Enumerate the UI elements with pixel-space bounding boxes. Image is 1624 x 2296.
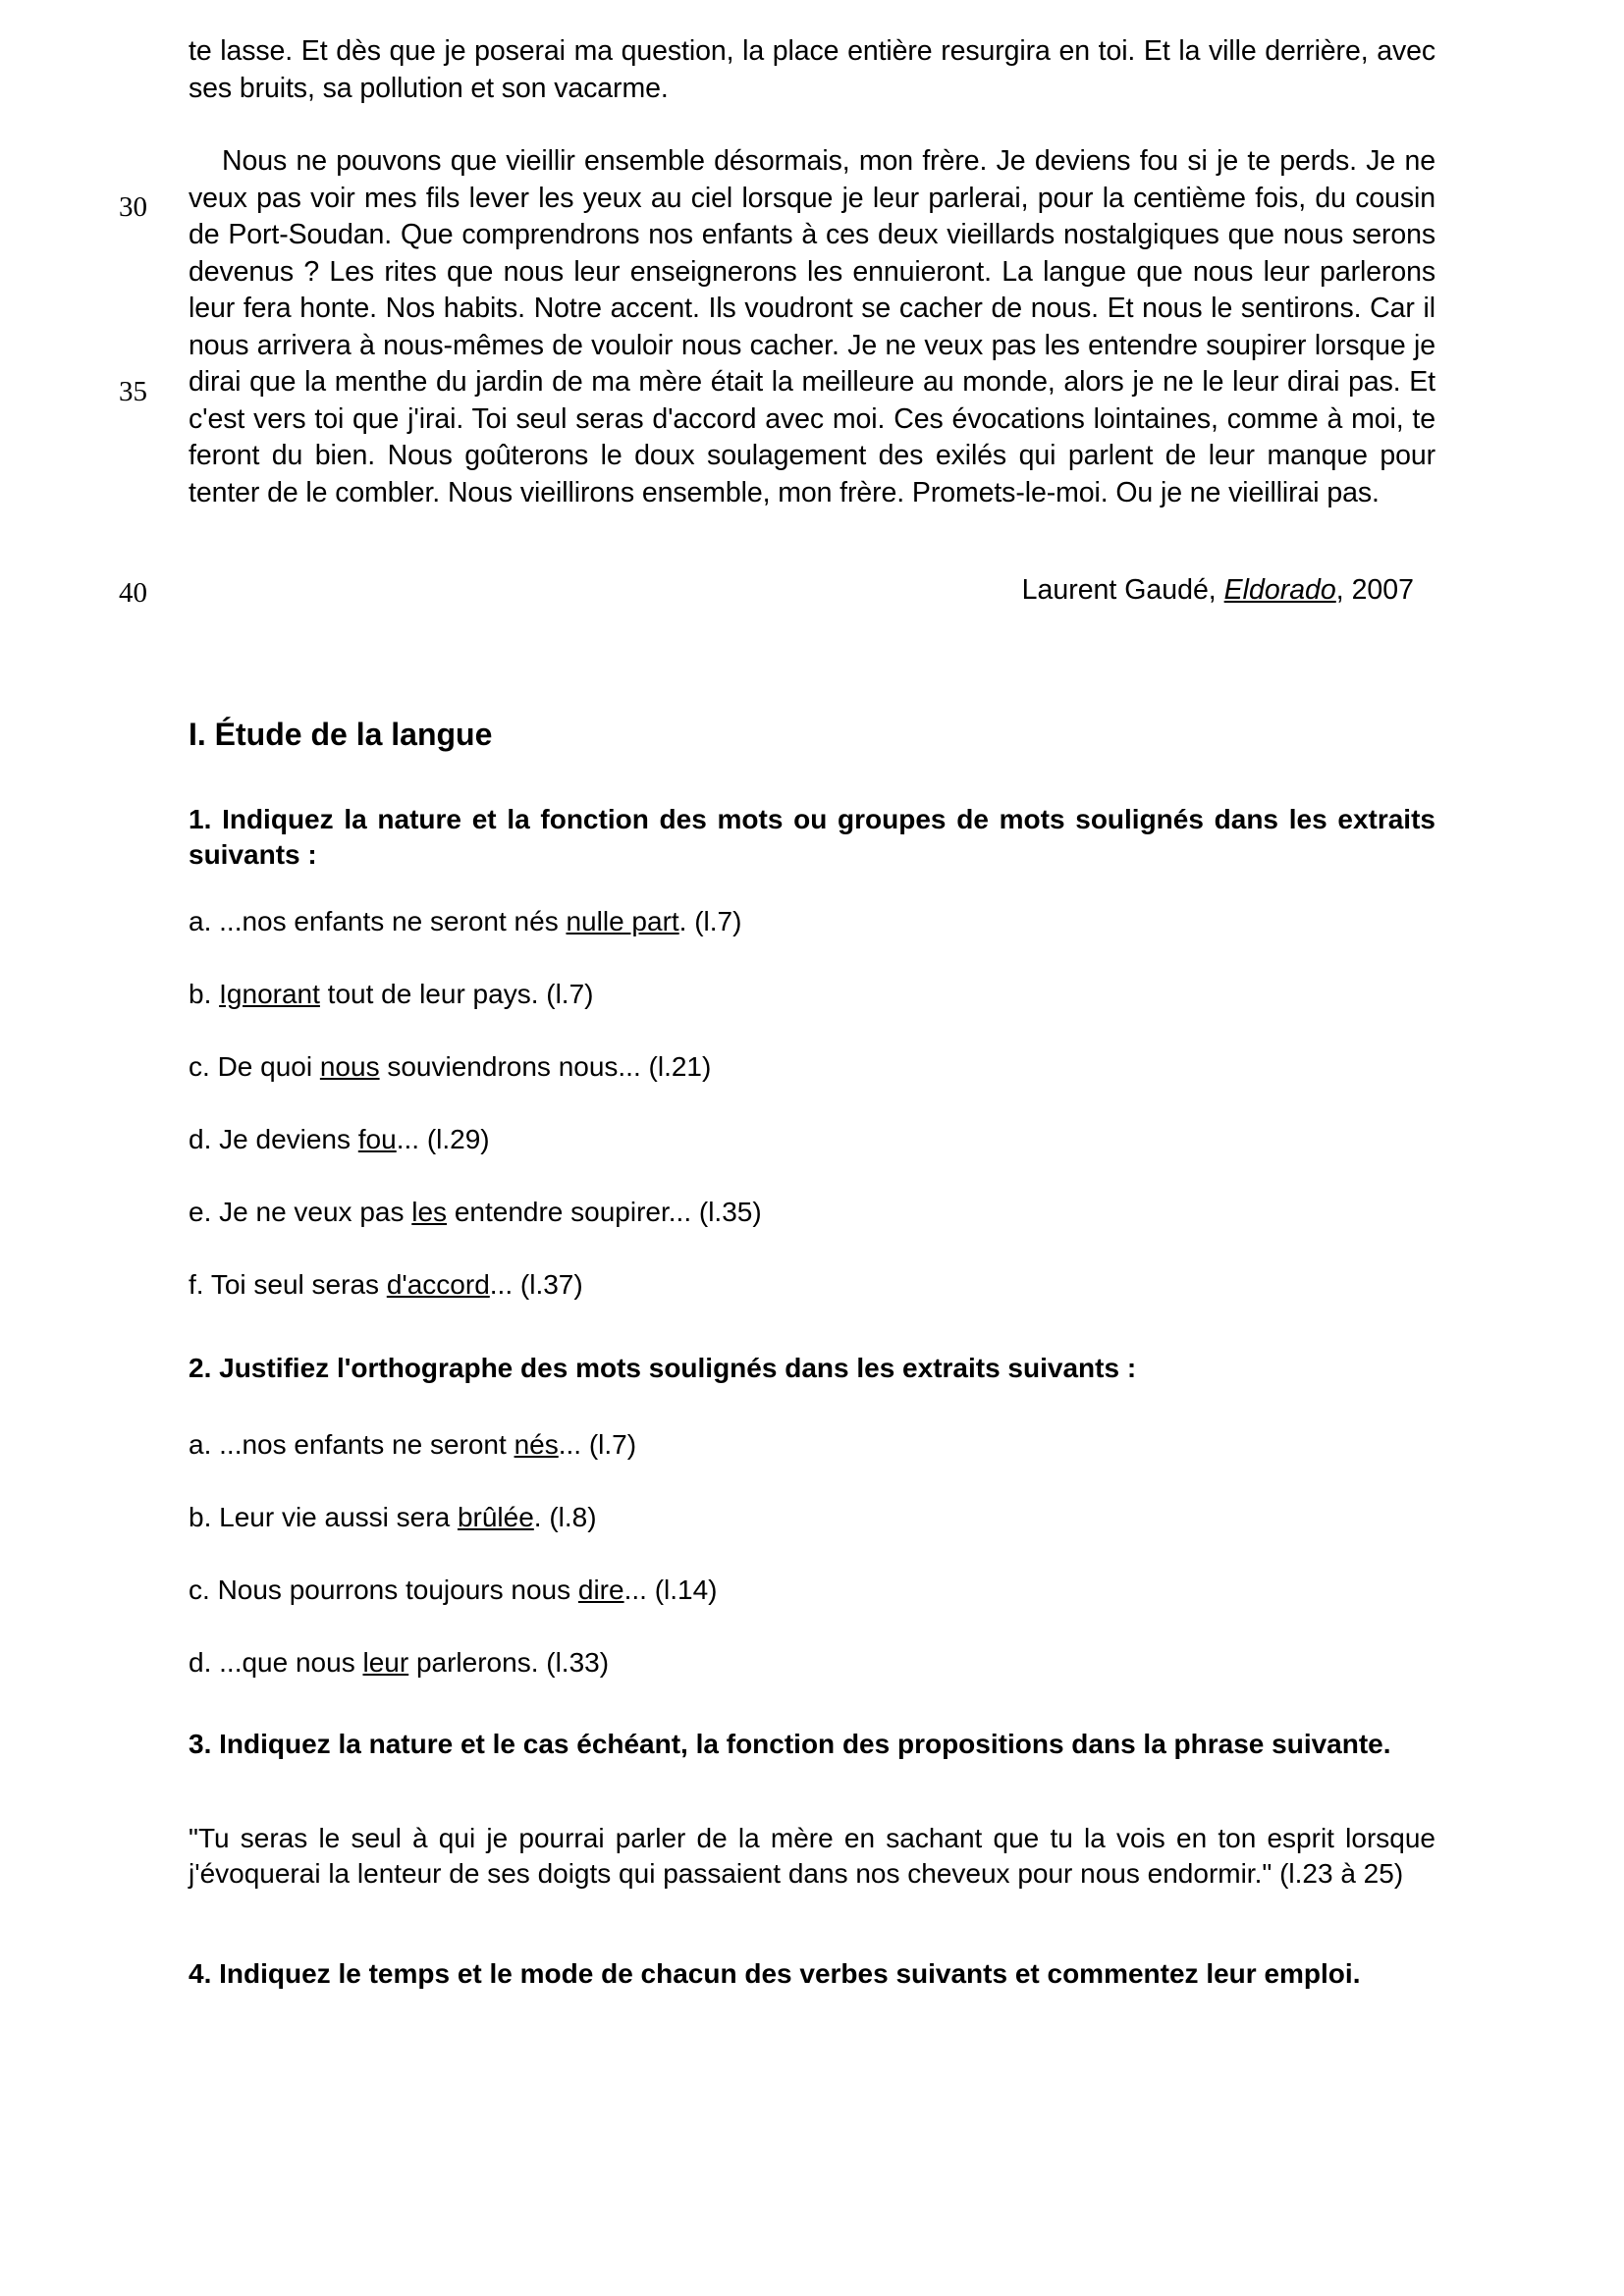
item-post: ... (l.29) xyxy=(396,1124,490,1154)
question-4-heading xyxy=(189,1956,1435,1992)
item-pre: ...que nous xyxy=(219,1647,363,1678)
excerpt-paragraph-2-text: Nous ne pouvons que vieillir ensemble désormais, mon frère. Je deviens fou si je te perds. Je ne veux pas voir mes fils lever les yeux au ciel lorsque je leur parlerai, pour la centième fois, du cousin de Port-Soudan. Que comprendrons nos enfants à ces deux vieillards nostalgiques que nous serons devenus ? Les rites que nous leur enseignerons les ennuieront. La langue que nous leur parlerons leur fera honte. Nos habits. Notre accent. Ils voudront se cacher de nous. Et nous le sentirons. Car il nous arrivera à nous-mêmes de vouloir nous cacher. Je ne veux pas les entendre soupirer lorsque je dirai que la menthe du jardin de ma mère était la meilleure au monde, alors je ne le leur dirai pas. Et c'est vers toi que j'irai. Toi seul seras d'accord avec moi. Ces évocations lointaines, comme à moi, te feront du bien. Nous goûterons le doux soulagement des exilés qui parlent de leur manque pour tenter de le combler. Nous vieillirons ensemble, mon frère. Promets-le-moi. Ou je ne vieillirai pas. xyxy=(189,145,1435,508)
item-pre: ...nos enfants ne seront xyxy=(219,1429,514,1460)
item-label: e. xyxy=(189,1197,220,1227)
question-1-item-f xyxy=(189,1267,1435,1303)
item-post: tout de leur pays. (l.7) xyxy=(319,979,594,1009)
item-text xyxy=(189,1049,1435,1085)
item-text xyxy=(189,1645,1435,1681)
question-4-heading-text: 4. Indiquez le temps et le mode de chacun des verbes suivants et commentez leur emploi. xyxy=(189,1958,1361,1989)
item-text xyxy=(189,1500,1435,1535)
item-pre: ...nos enfants ne seront nés xyxy=(219,906,567,936)
excerpt-paragraph-1-text: te lasse. Et dès que je poserai ma question, la place entière resurgira en toi. Et la ville derrière, avec ses bruits, sa pollution et son vacarme. xyxy=(189,35,1435,104)
excerpt-paragraph-1 xyxy=(189,33,1435,107)
item-underlined: Ignorant xyxy=(219,979,320,1009)
item-pre: Toi seul seras xyxy=(210,1269,387,1300)
question-1-item-a xyxy=(189,904,1435,939)
item-pre: Leur vie aussi sera xyxy=(219,1502,458,1532)
question-1-heading-text: 1. Indiquez la nature et la fonction des mots ou groupes de mots soulignés dans les extraits suivants : xyxy=(189,804,1435,870)
question-1-heading xyxy=(189,802,1435,873)
item-label: b. xyxy=(189,1502,220,1532)
item-post: ... (l.7) xyxy=(558,1429,637,1460)
item-label: d. xyxy=(189,1647,220,1678)
question-3-heading-text: 3. Indiquez la nature et le cas échéant, la fonction des propositions dans la phrase suivante. xyxy=(189,1729,1391,1759)
item-post: . (l.7) xyxy=(678,906,742,936)
question-1-item-d xyxy=(189,1122,1435,1157)
question-1-item-b xyxy=(189,977,1435,1012)
line-number-35: 35 xyxy=(119,376,147,407)
item-pre: Nous pourrons toujours nous xyxy=(217,1575,578,1605)
item-underlined: dire xyxy=(577,1575,624,1605)
section-heading xyxy=(189,715,1435,754)
item-label: f. xyxy=(189,1269,211,1300)
item-underlined: nés xyxy=(514,1429,559,1460)
item-underlined: fou xyxy=(357,1124,397,1154)
line-number-40: 40 xyxy=(119,577,147,609)
question-2-heading xyxy=(189,1351,1435,1386)
excerpt-paragraph-2 xyxy=(189,143,1435,511)
item-text xyxy=(189,1267,1435,1303)
item-post: ... (l.14) xyxy=(623,1575,718,1605)
excerpt-attribution xyxy=(189,572,1435,610)
item-label: b. xyxy=(189,979,220,1009)
item-label: d. xyxy=(189,1124,220,1154)
item-post: souviendrons nous... (l.21) xyxy=(379,1051,712,1082)
item-label: a. xyxy=(189,1429,220,1460)
item-text xyxy=(189,904,1435,939)
item-text xyxy=(189,1195,1435,1230)
line-number-30: 30 xyxy=(119,191,147,223)
question-2-item-d xyxy=(189,1645,1435,1681)
question-2-item-a xyxy=(189,1427,1435,1463)
question-3-quote-text: "Tu seras le seul à qui je pourrai parler de la mère en sachant que tu la vois en ton esprit lorsque j'évoquerai la lenteur de ses doigts qui passaient dans nos cheveux pour nous endormir." (l.23 à 25) xyxy=(189,1823,1435,1889)
item-underlined: nulle part xyxy=(566,906,679,936)
section-title-text: I. Étude de la langue xyxy=(189,717,493,752)
item-label: c. xyxy=(189,1051,218,1082)
item-text xyxy=(189,1122,1435,1157)
item-post: entendre soupirer... (l.35) xyxy=(447,1197,762,1227)
question-2-item-c xyxy=(189,1573,1435,1608)
item-post: parlerons. (l.33) xyxy=(408,1647,610,1678)
item-underlined: brûlée xyxy=(457,1502,534,1532)
question-1-item-e xyxy=(189,1195,1435,1230)
attribution-year: , 2007 xyxy=(1335,574,1414,606)
item-text xyxy=(189,977,1435,1012)
question-1-item-c xyxy=(189,1049,1435,1085)
item-underlined: nous xyxy=(319,1051,380,1082)
question-2-item-b xyxy=(189,1500,1435,1535)
item-text xyxy=(189,1573,1435,1608)
item-post: ... (l.37) xyxy=(489,1269,583,1300)
attribution-work-title: Eldorado xyxy=(1223,574,1336,606)
item-label: c. xyxy=(189,1575,218,1605)
attribution-author: Laurent Gaudé, xyxy=(1021,574,1224,606)
item-pre: Je ne veux pas xyxy=(219,1197,412,1227)
item-label: a. xyxy=(189,906,220,936)
item-post: . (l.8) xyxy=(533,1502,597,1532)
question-3-heading xyxy=(189,1727,1435,1762)
item-underlined: leur xyxy=(362,1647,409,1678)
item-pre: Je deviens xyxy=(219,1124,358,1154)
question-2-heading-text: 2. Justifiez l'orthographe des mots soulignés dans les extraits suivants : xyxy=(189,1353,1137,1383)
item-pre: De quoi xyxy=(217,1051,320,1082)
question-3-quote xyxy=(189,1821,1435,1892)
item-underlined: les xyxy=(411,1197,448,1227)
item-underlined: d'accord xyxy=(386,1269,490,1300)
item-text xyxy=(189,1427,1435,1463)
attribution-line xyxy=(189,572,1435,610)
